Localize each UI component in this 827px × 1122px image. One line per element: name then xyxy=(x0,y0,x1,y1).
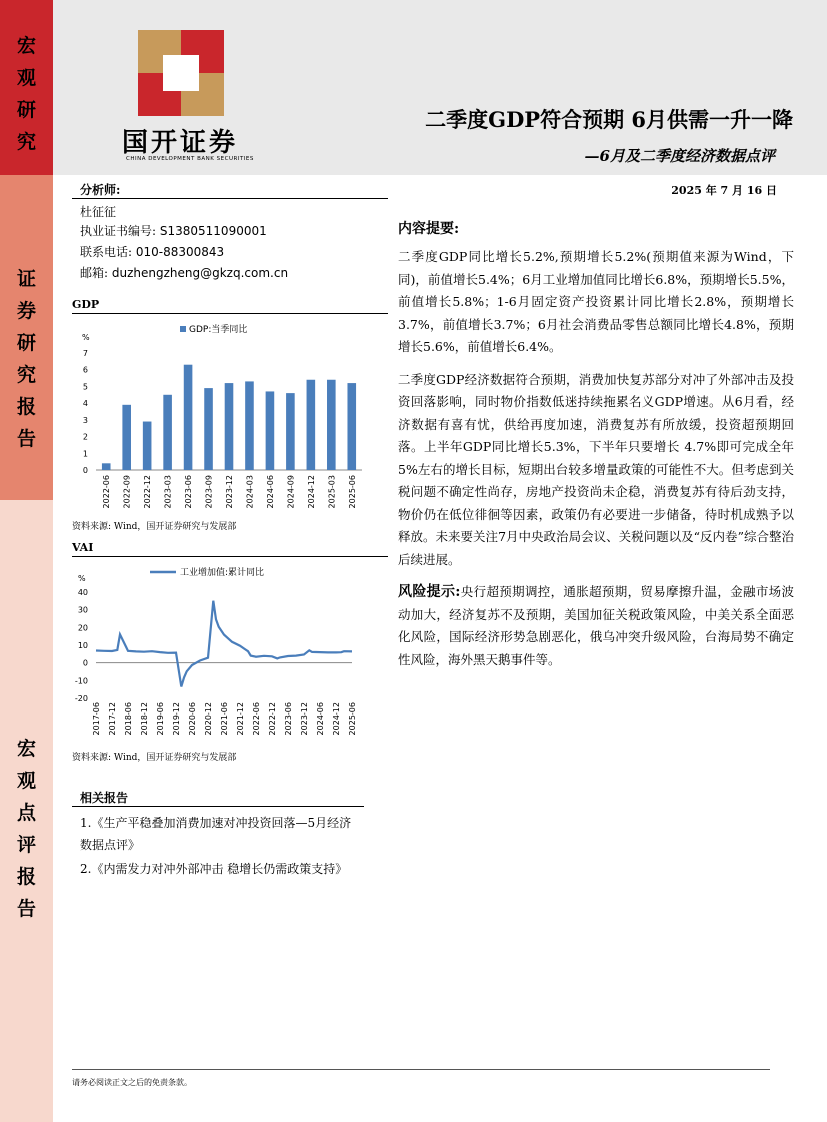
x-tick-label: 2023-12 xyxy=(225,475,234,509)
legend-label: 工业增加值:累计同比 xyxy=(180,568,265,578)
x-tick-label: 2022-06 xyxy=(252,702,261,736)
vai-chart-label: VAI xyxy=(72,541,94,554)
y-tick-label: 6 xyxy=(82,365,88,375)
x-tick-label: 2019-12 xyxy=(172,702,181,736)
x-tick-label: 2022-12 xyxy=(268,702,277,736)
gdp-chart-source: 资料来源: Wind，国开证券研究与发展部 xyxy=(72,522,237,532)
related-item[interactable]: 2.《内需发力对冲外部冲击 稳增长仍需政策支持》 xyxy=(80,862,348,876)
y-axis-unit: % xyxy=(82,333,90,342)
x-tick-label: 2018-12 xyxy=(140,702,149,736)
x-tick-label: 2023-06 xyxy=(284,702,293,736)
bar xyxy=(307,380,316,470)
report-subtitle: —6月及二季度经济数据点评 xyxy=(584,147,775,165)
company-logo xyxy=(138,30,224,116)
cert-number: S1380511090001 xyxy=(159,224,267,238)
y-tick-label: 30 xyxy=(77,605,88,615)
side-label-bottom: 宏 观 点 评 报 告 xyxy=(16,738,36,920)
report-title: 二季度GDP符合预期 6月供需一升一降 xyxy=(425,107,793,132)
x-tick-label: 2024-09 xyxy=(286,475,296,509)
footer-disclaimer: 请务必阅读正文之后的免责条款。 xyxy=(72,1078,192,1087)
y-tick-label: 10 xyxy=(77,641,88,650)
x-tick-label: 2024-03 xyxy=(245,475,255,509)
report-date: 2025 年 7 月 16 日 xyxy=(671,184,777,197)
bar xyxy=(245,381,254,470)
y-tick-label: 7 xyxy=(82,349,88,358)
footer-divider xyxy=(72,1069,770,1070)
bar xyxy=(327,380,336,470)
analyst-name: 杜征征 xyxy=(80,205,117,219)
summary-paragraph-1: 二季度GDP同比增长5.2%,预期增长5.2%(预期值来源为Wind，下同)，前值增长5.4%；6月工业增加值同比增长6.8%，预期增长5.5%，前值增长5.8%；1-6月固定资产投资累计同比增长2.8%，预期增长3.7%，前值增长3.7%；6月社会消费品零售总额同比增长4.8%，预期增长5.6%，前值增长6.4%。 xyxy=(398,249,794,354)
bar xyxy=(266,391,275,470)
x-tick-label: 2023-06 xyxy=(184,475,194,509)
y-tick-label: 40 xyxy=(77,588,88,597)
x-tick-label: 2022-12 xyxy=(143,475,153,509)
bar xyxy=(122,405,131,470)
x-tick-label: 2018-06 xyxy=(124,702,133,736)
bar xyxy=(184,365,193,470)
x-tick-label: 2022-09 xyxy=(122,475,132,509)
x-tick-label: 2023-03 xyxy=(163,475,173,509)
divider xyxy=(72,313,388,314)
company-name-en: CHINA DEVELOPMENT BANK SECURITIES xyxy=(126,156,254,162)
risk-heading: 风险提示: xyxy=(398,584,461,600)
company-name: 国开证券 xyxy=(122,128,239,158)
summary-paragraph-2: 二季度GDP经济数据符合预期，消费加快复苏部分对冲了外部冲击及投资回落影响，同时物价指数低迷持续拖累名义GDP增速。从6月看，经济数据有喜有忧，供给再度加速，消费复苏有所放缓，投资超预期回落。上半年GDP同比增长5.3%，下半年只要增长 4.7%即可完成全年 5%左右的增长目标，短期出台较多增量政策的可能性不大。但考虑到关税问题不确定性尚存，房地产投资尚未企稳，消费复苏有待后劲支持，物价仍在低位徘徊等因素，政策仍有必要进一步储备，待时机成熟予以释放。未来要关注7月中央政治局会议、关税问题以及“反内卷”综合整治后续进展。 xyxy=(398,371,794,567)
phone-number: 010-88300843 xyxy=(135,245,225,259)
bar xyxy=(225,383,234,470)
x-tick-label: 2020-06 xyxy=(188,702,197,736)
legend-label: GDP:当季同比 xyxy=(189,325,248,335)
phone-label: 联系电话: xyxy=(80,245,133,259)
email-label: 邮箱: xyxy=(80,266,109,280)
y-tick-label: 0 xyxy=(82,658,88,668)
email-address[interactable]: duzhengzheng@gkzq.com.cn xyxy=(111,266,289,280)
email-row xyxy=(80,264,288,281)
x-tick-label: 2024-06 xyxy=(265,475,275,509)
x-tick-label: 2025-03 xyxy=(327,475,337,509)
x-tick-label: 2019-06 xyxy=(156,702,165,736)
x-tick-label: 2020-12 xyxy=(204,702,213,736)
bar xyxy=(204,388,213,470)
series-line xyxy=(96,601,352,687)
related-item[interactable]: 1.《生产平稳叠加消费加速对冲投资回落—5月经济数据点评》 xyxy=(80,816,352,852)
risk-text: 央行超预期调控，通胀超预期，贸易摩擦升温，金融市场波动加大，经济复苏不及预期，美国加征关税政策风险，中美关系全面恶化风险，国际经济形势急剧恶化，俄乌冲突升级风险，台海局势不确定性风险，海外黑天鹅事件等。 xyxy=(398,584,794,667)
cert-label: 执业证书编号: xyxy=(80,224,157,238)
gdp-bar-chart xyxy=(72,316,388,516)
bar xyxy=(347,383,356,470)
divider xyxy=(72,806,364,807)
bar xyxy=(163,395,172,470)
x-tick-label: 2017-06 xyxy=(92,702,101,736)
cert-row xyxy=(80,222,267,239)
y-tick-label: 3 xyxy=(82,415,88,425)
phone-row xyxy=(80,243,224,260)
y-tick-label: -20 xyxy=(74,694,88,703)
legend-swatch xyxy=(180,326,186,332)
y-axis-unit: % xyxy=(78,574,86,583)
x-tick-label: 2024-12 xyxy=(306,475,316,509)
x-tick-label: 2022-06 xyxy=(102,475,112,509)
y-tick-label: 20 xyxy=(77,623,88,633)
y-tick-label: -10 xyxy=(74,676,88,686)
y-tick-label: 2 xyxy=(82,432,88,442)
summary-heading: 内容提要: xyxy=(398,221,460,237)
x-tick-label: 2024-12 xyxy=(332,702,341,736)
gdp-chart-label: GDP xyxy=(72,298,100,311)
x-tick-label: 2025-06 xyxy=(348,702,357,736)
related-heading: 相关报告 xyxy=(80,791,129,805)
vai-chart-source: 资料来源: Wind，国开证券研究与发展部 xyxy=(72,753,237,763)
analyst-heading: 分析师: xyxy=(80,183,121,197)
y-tick-label: 0 xyxy=(82,466,88,475)
divider xyxy=(72,198,388,199)
bar xyxy=(143,422,152,470)
y-tick-label: 1 xyxy=(82,449,88,459)
summary-body xyxy=(398,246,794,681)
x-tick-label: 2021-12 xyxy=(236,702,245,736)
x-tick-label: 2021-06 xyxy=(220,702,229,736)
y-tick-label: 4 xyxy=(82,399,88,409)
x-tick-label: 2025-06 xyxy=(347,475,357,509)
bar xyxy=(102,463,111,470)
side-label-middle: 证 券 研 究 报 告 xyxy=(16,268,36,450)
risk-paragraph xyxy=(398,581,794,671)
x-tick-label: 2023-12 xyxy=(300,702,309,736)
y-tick-label: 5 xyxy=(82,382,88,392)
side-label-top: 宏 观 研 究 xyxy=(16,35,36,153)
x-tick-label: 2017-12 xyxy=(108,702,117,736)
x-tick-label: 2024-06 xyxy=(316,702,325,736)
bar xyxy=(286,393,295,470)
vai-line-chart xyxy=(72,559,388,747)
divider xyxy=(72,556,388,557)
x-tick-label: 2023-09 xyxy=(204,475,214,509)
